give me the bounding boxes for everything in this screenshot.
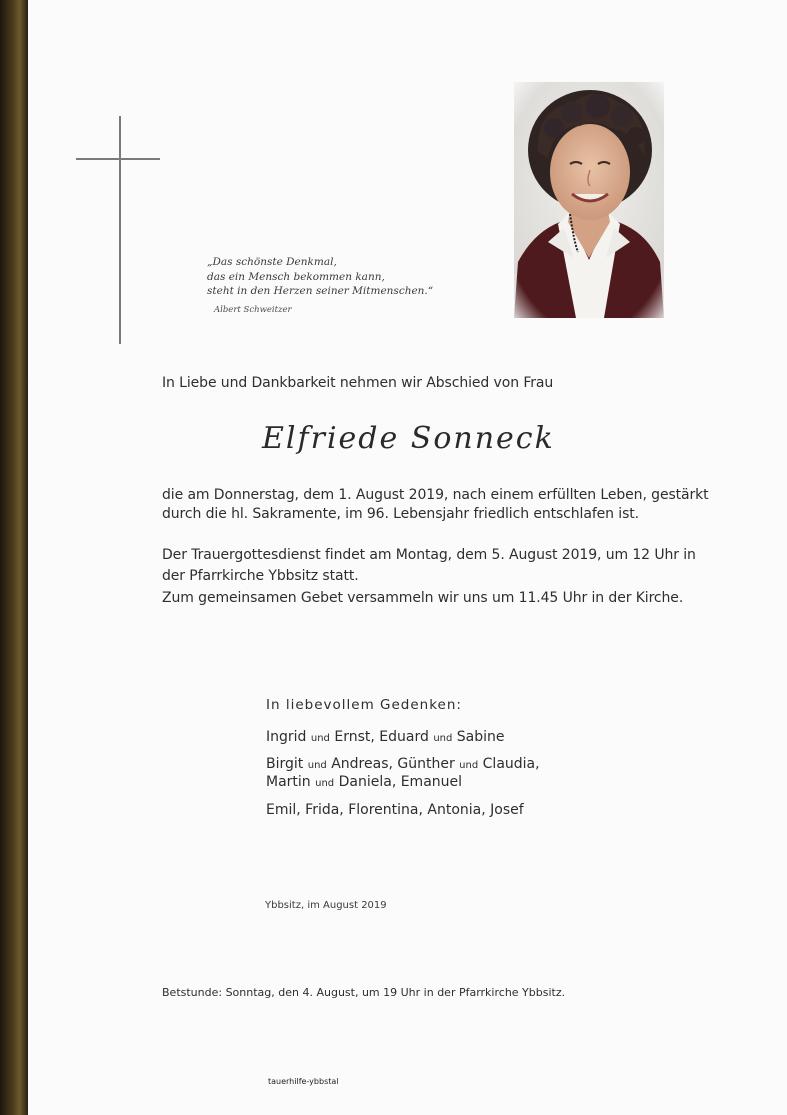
- family-name: Claudia,: [482, 756, 540, 772]
- cross-vertical-bar: [119, 116, 121, 344]
- service-line: Der Trauergottesdienst findet am Montag, dem 5. August 2019, um 12 Uhr in: [162, 547, 696, 563]
- family-line: [266, 756, 540, 772]
- death-notice-line: die am Donnerstag, dem 1. August 2019, nach einem erfüllten Leben, gestärkt: [162, 487, 709, 503]
- family-name: Birgit: [266, 756, 304, 772]
- betstunde-text: Betstunde: Sonntag, den 4. August, um 19 Uhr in der Pfarrkirche Ybbsitz.: [162, 986, 566, 999]
- portrait-illustration: [514, 82, 664, 318]
- quote-line: das ein Mensch bekommen kann,: [207, 270, 385, 283]
- quote-line: steht in den Herzen seiner Mitmenschen.“: [207, 285, 434, 297]
- conjunction: und: [433, 733, 453, 744]
- family-line: [266, 774, 462, 790]
- death-notice-line: durch die hl. Sakramente, im 96. Lebensjahr friedlich entschlafen ist.: [162, 506, 640, 522]
- family-line: [266, 729, 505, 745]
- footer-imprint: tauerhilfe-ybbstal: [268, 1077, 339, 1086]
- conjunction: und: [307, 760, 327, 771]
- memory-heading: In liebevollem Gedenken:: [266, 697, 462, 713]
- family-name: Andreas, Günther: [331, 756, 455, 772]
- quote-author: Albert Schweitzer: [214, 305, 292, 315]
- conjunction: und: [310, 733, 330, 744]
- family-name: Ingrid: [266, 729, 307, 745]
- place-date: Ybbsitz, im August 2019: [265, 900, 387, 911]
- conjunction: und: [315, 778, 335, 789]
- conjunction: und: [459, 760, 479, 771]
- quote-line: „Das schönste Denkmal,: [207, 256, 337, 268]
- service-line: der Pfarrkirche Ybbsitz statt.: [162, 568, 359, 584]
- family-name: Martin: [266, 774, 311, 790]
- deceased-name: Elfriede Sonneck: [262, 421, 555, 456]
- family-name: Ernst, Eduard: [334, 729, 429, 745]
- family-name: Sabine: [456, 729, 505, 745]
- prayer-line: Zum gemeinsamen Gebet versammeln wir uns um 11.45 Uhr in der Kirche.: [162, 590, 684, 606]
- mourning-border: [0, 0, 28, 1115]
- cross-horizontal-bar: [76, 158, 160, 160]
- family-name: Daniela, Emanuel: [338, 774, 463, 790]
- portrait-photo: [514, 82, 664, 318]
- intro-text: In Liebe und Dankbarkeit nehmen wir Abschied von Frau: [162, 375, 554, 391]
- quote: [207, 255, 467, 299]
- family-line: Emil, Frida, Florentina, Antonia, Josef: [266, 802, 524, 818]
